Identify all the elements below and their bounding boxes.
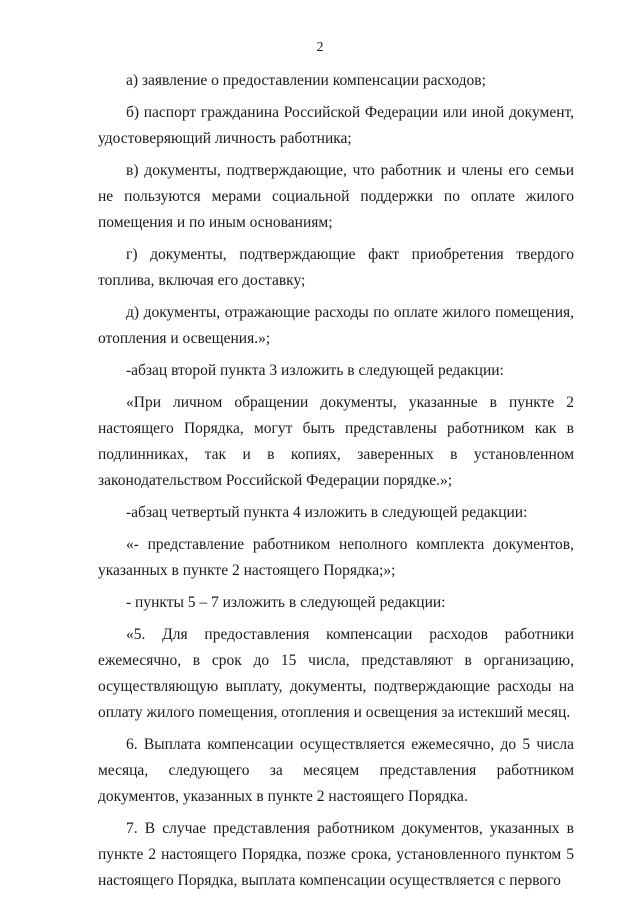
paragraph-item-a: а) заявление о предоставлении компенсации расходов; — [126, 72, 486, 89]
paragraph-point-5: «5. Для предоставления компенсации расходов работники ежемесячно, в срок до 15 числа, представляют в организацию, осуществляющую выплату, документы, подтверждающие расходы на оплату жилого помещения, отопления и освещения за истекший месяц. — [98, 626, 574, 721]
paragraph-item-d: д) документы, отражающие расходы по оплате жилого помещения, отопления и освещения.»; — [98, 304, 574, 347]
paragraph-item-b: б) паспорт гражданина Российской Федерации или иной документ, удостоверяющий личность работника; — [98, 104, 574, 147]
document-body — [98, 68, 574, 900]
paragraph-amend-point-4: -абзац четвертый пункта 4 изложить в следующей редакции: — [126, 504, 528, 521]
paragraph-amend-points-5-7: - пункты 5 – 7 изложить в следующей редакции: — [126, 594, 446, 611]
page-number: 2 — [316, 40, 324, 55]
paragraph-point-6: 6. Выплата компенсации осуществляется ежемесячно, до 5 числа месяца, следующего за месяцем представления работником документов, указанных в пункте 2 настоящего Порядка. — [98, 736, 574, 805]
paragraph-item-g: г) документы, подтверждающие факт приобретения твердого топлива, включая его доставку; — [98, 246, 574, 289]
paragraph-item-v: в) документы, подтверждающие, что работник и члены его семьи не пользуются мерами социальной поддержки по оплате жилого помещения и по иным основаниям; — [98, 162, 574, 231]
paragraph-point-3-text: «При личном обращении документы, указанные в пункте 2 настоящего Порядка, могут быть представлены работником как в подлинниках, так и в копиях, заверенных в установленном законодательством Российской Федерации порядке.»; — [98, 394, 574, 489]
paragraph-amend-point-3: -абзац второй пункта 3 изложить в следующей редакции: — [126, 362, 504, 379]
paragraph-point-4-text: «- представление работником неполного комплекта документов, указанных в пункте 2 настоящего Порядка;»; — [98, 536, 574, 579]
paragraph-point-7: 7. В случае представления работником документов, указанных в пункте 2 настоящего Порядка, позже срока, установленного пунктом 5 настоящего Порядка, выплата компенсации осуществляется с первого — [98, 820, 574, 889]
